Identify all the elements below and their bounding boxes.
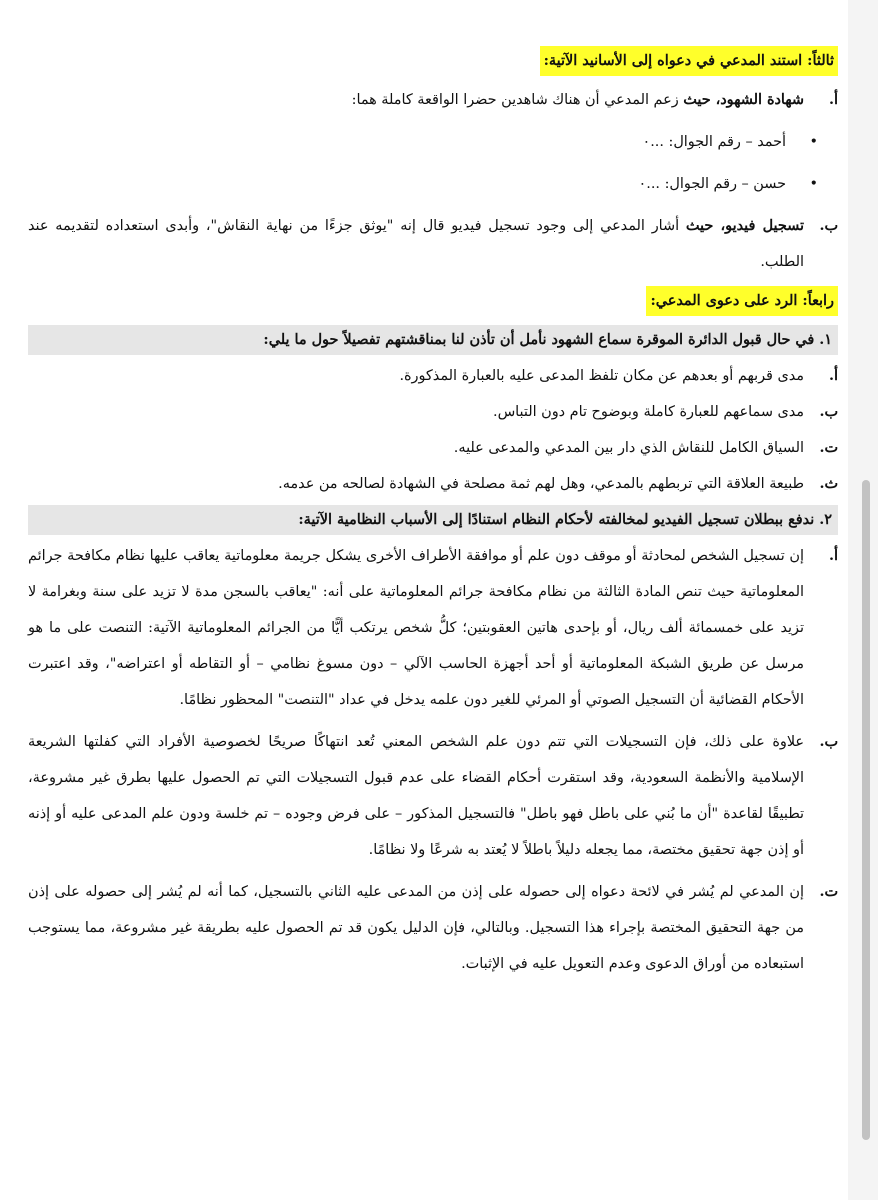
item-marker: أ. bbox=[828, 547, 838, 564]
item-marker: ت. bbox=[819, 883, 838, 900]
item-marker: أ. bbox=[828, 367, 838, 384]
point1-item bbox=[28, 394, 838, 430]
witness-text: حسن – رقم الجوال: ...٠ bbox=[638, 176, 786, 192]
item-text: زعم المدعي أن هناك شاهدين حضرا الواقعة كاملة هما: bbox=[351, 92, 684, 108]
item-marker: ث. bbox=[819, 475, 838, 492]
document-page bbox=[28, 40, 838, 982]
item-text: مدى قربهم أو بعدهم عن مكان تلفظ المدعى عليه بالعبارة المذكورة. bbox=[399, 368, 804, 384]
item-text: أشار المدعي إلى وجود تسجيل فيديو قال إنه "يوثق جزءًا من نهاية النقاش"، وأبدى استعداده لتقديمه عند الطلب. bbox=[28, 218, 804, 270]
item-marker: ب. bbox=[819, 403, 838, 420]
point1-item bbox=[28, 430, 838, 466]
point2-item bbox=[28, 874, 838, 982]
item-text: إن تسجيل الشخص لمحادثة أو موقف دون علم أو موافقة الأطراف الأخرى يشكل جريمة معلوماتية يعاقب عليها نظام مكافحة جرائم المعلوماتية حيث تنص المادة الثالثة من نظام مكافحة جرائم المعلوماتية على أنه: "يعاقب بالسجن مدة لا تزيد على سنة وبغرامة لا تزيد على خمسمائة ألف ريال، أو بإحدى هاتين العقوبتين؛ كلُّ شخص يرتكب أيًّا من الجرائم المعلوماتية الآتية: التنصت على ما هو مرسل عن طريق الشبكة المعلوماتية أو أحد أجهزة الحاسب الآلي – دون مسوغ نظامي – أو التقاطه أو اعتراضه"، وقد اعتبرت الأحكام القضائية أن التسجيل الصوتي أو المرئي للغير دون علمه يدخل في عداد "التنصت" المحظور نظامًا. bbox=[28, 548, 804, 708]
point2-item bbox=[28, 724, 838, 868]
scrollbar-thumb[interactable] bbox=[862, 480, 870, 1140]
item-text: طبيعة العلاقة التي تربطهم بالمدعي، وهل لهم ثمة مصلحة في الشهادة لصالحه من عدمه. bbox=[278, 476, 804, 492]
scrollbar-track[interactable] bbox=[848, 0, 878, 1200]
item-text: علاوة على ذلك، فإن التسجيلات التي تتم دون علم الشخص المعني تُعد انتهاكًا صريحًا لخصوصية الأفراد التي كفلتها الشريعة الإسلامية والأنظمة السعودية، وقد استقرت أحكام القضاء على عدم قبول التسجيلات التي تم الحصول عليها بطرق غير مشروعة، تطبيقًا لقاعدة "أن ما بُني على باطل فهو باطل" فالتسجيل المذكور – على فرض وجوده – تم خلسة ودون علم المدعى عليه أو إذنه أو إذن جهة تحقيق مختصة، مما يجعله دليلاً باطلاً لا يُعتد به شرعًا ولا نظامًا. bbox=[28, 734, 804, 858]
witness-item bbox=[28, 124, 838, 160]
point2-heading: ٢. ندفع ببطلان تسجيل الفيديو لمخالفته لأحكام النظام استنادًا إلى الأسباب النظامية الآتية: bbox=[28, 505, 838, 535]
section3-heading: ثالثاً: استند المدعي في دعواه إلى الأسانيد الآتية: bbox=[540, 46, 838, 76]
item-marker: أ. bbox=[828, 91, 838, 108]
item-text: السياق الكامل للنقاش الذي دار بين المدعي والمدعى عليه. bbox=[453, 440, 804, 456]
section3-item-b bbox=[28, 208, 838, 280]
section4-heading: رابعاً: الرد على دعوى المدعي: bbox=[646, 286, 838, 316]
bullet-icon: • bbox=[809, 176, 818, 192]
point2-item bbox=[28, 538, 838, 718]
point1-item bbox=[28, 466, 838, 502]
point1-heading: ١. في حال قبول الدائرة الموقرة سماع الشهود نأمل أن تأذن لنا بمناقشتهم تفصيلاً حول ما يلي: bbox=[28, 325, 838, 355]
point1-item bbox=[28, 358, 838, 394]
item-marker: ب. bbox=[819, 733, 838, 750]
item-text: مدى سماعهم للعبارة كاملة وبوضوح تام دون التباس. bbox=[493, 404, 804, 420]
item-bold-label: تسجيل فيديو، حيث bbox=[685, 217, 804, 234]
witness-text: أحمد – رقم الجوال: ...٠ bbox=[642, 134, 786, 150]
item-bold-label: شهادة الشهود، حيث bbox=[683, 91, 804, 108]
item-marker: ت. bbox=[819, 439, 838, 456]
item-text: إن المدعي لم يُشر في لائحة دعواه إلى حصوله على إذن من المدعى عليه الثاني بالتسجيل، كما أنه لم يُشر إلى حصوله على إذن من جهة التحقيق المختصة بإجراء هذا التسجيل. وبالتالي، فإن الدليل يكون قد تم الحصول عليه بطريقة غير مشروعة، مما يستوجب استبعاده من أوراق الدعوى وعدم التعويل عليه في الإثبات. bbox=[28, 884, 804, 972]
section3-item-a bbox=[28, 82, 838, 118]
item-marker: ب. bbox=[819, 217, 838, 234]
bullet-icon: • bbox=[809, 134, 818, 150]
witness-item bbox=[28, 166, 838, 202]
